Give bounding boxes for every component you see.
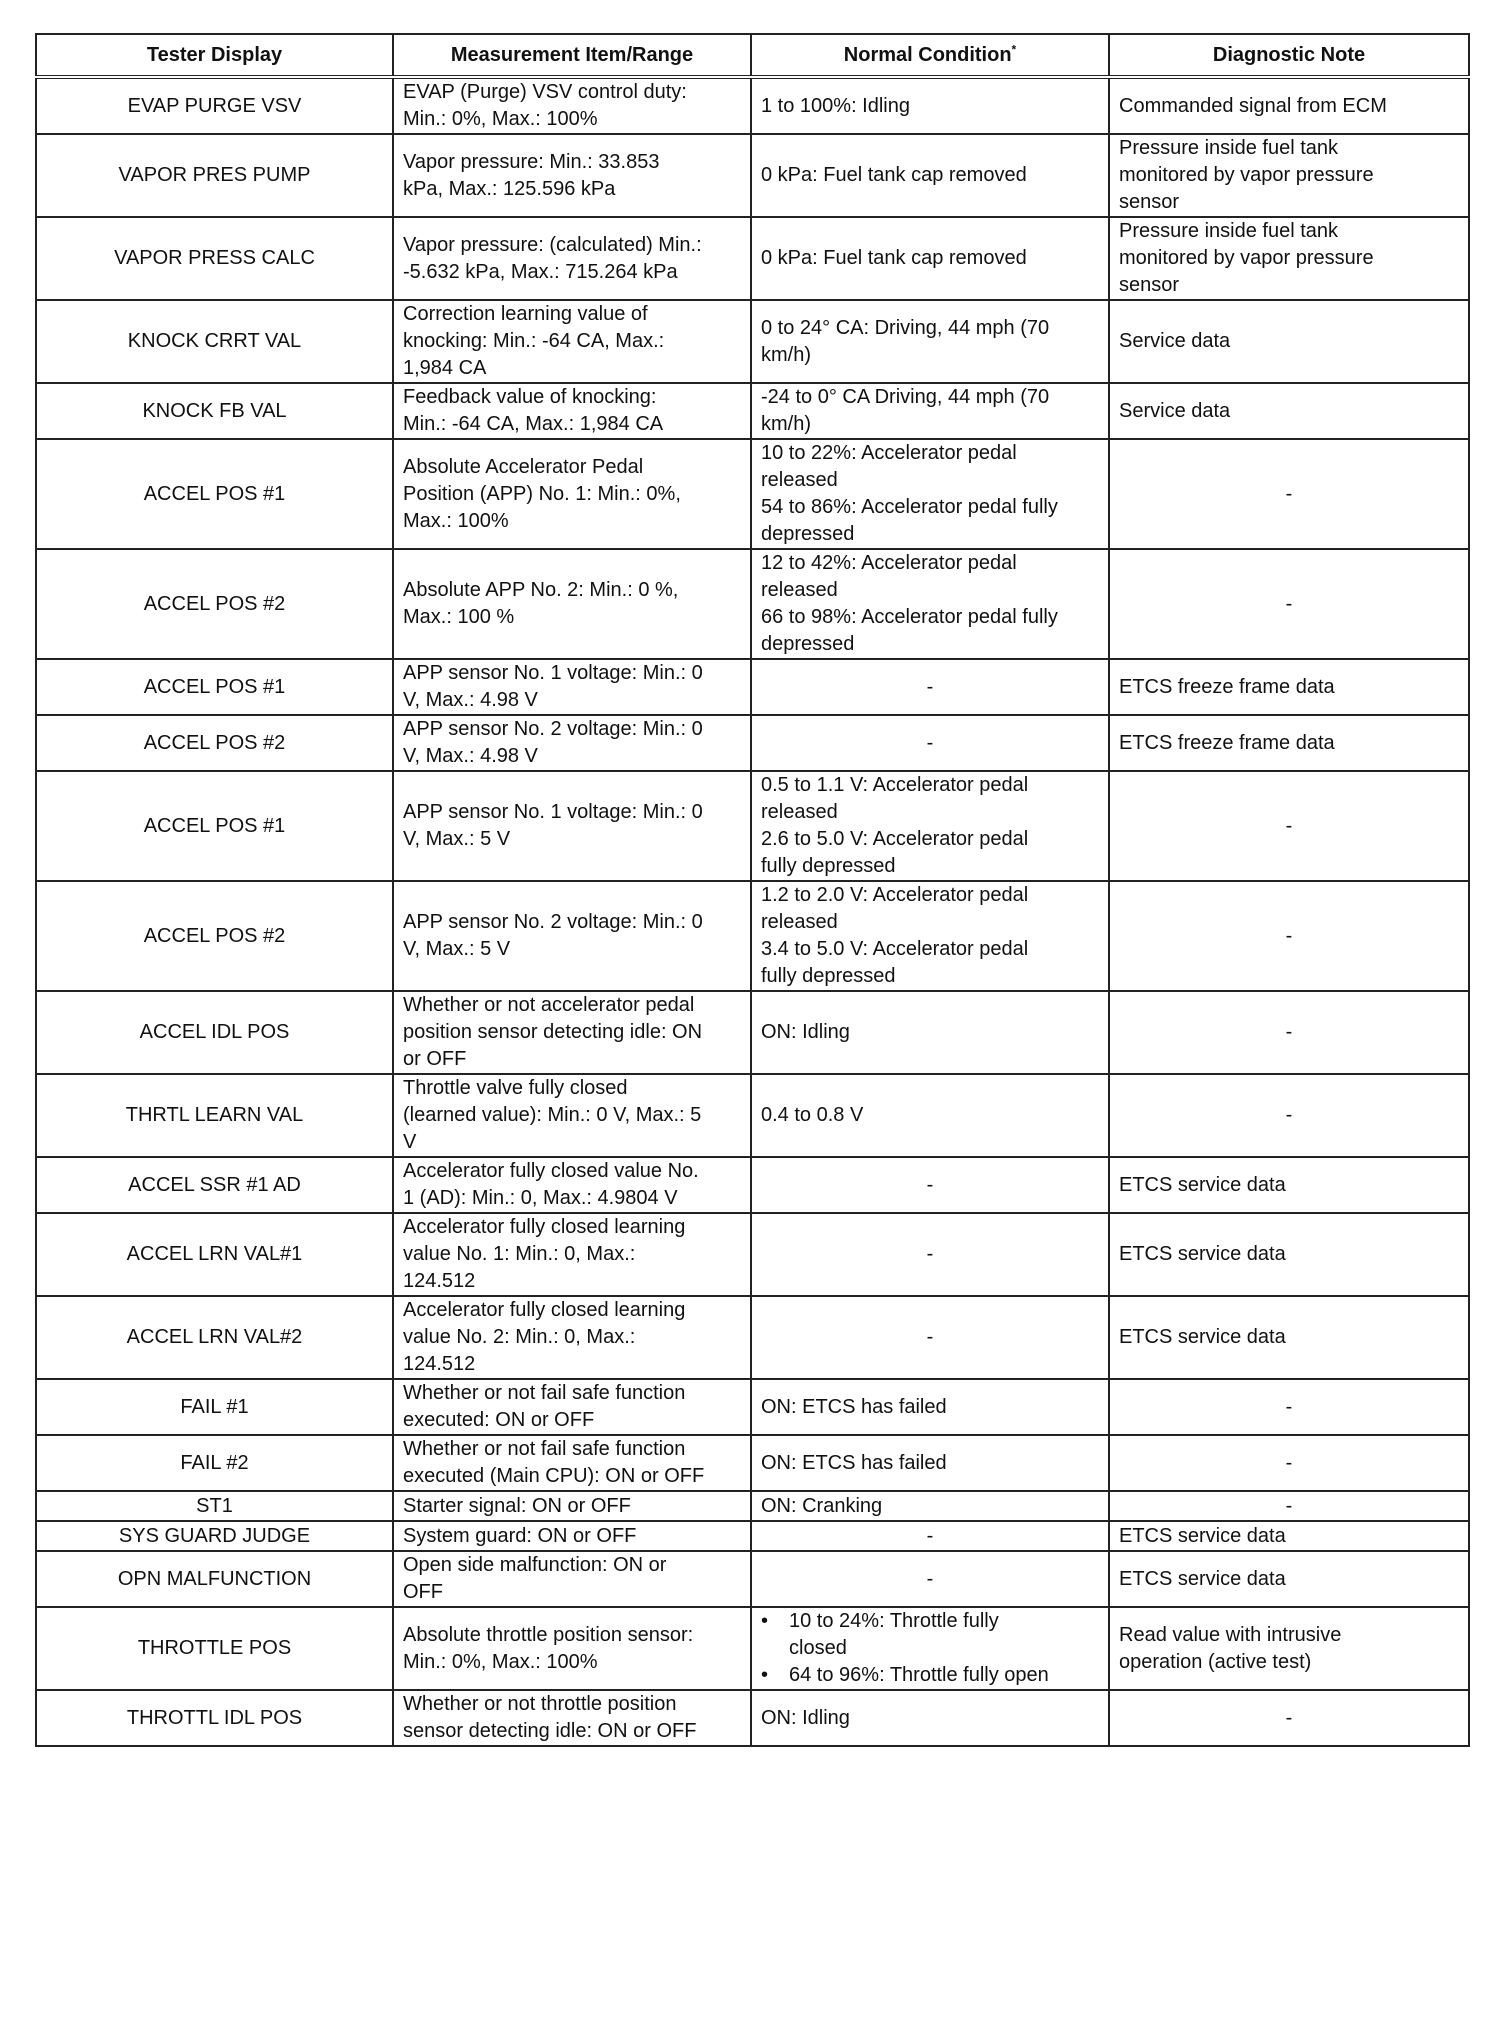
cell-text-line: V, Max.: 5 V: [403, 828, 511, 850]
cell-text-line: Whether or not fail safe function: [403, 1382, 686, 1404]
footnote-mark: *: [1011, 41, 1017, 56]
cell-tester-display: EVAP PURGE VSV: [36, 77, 393, 134]
cell-text-line: ON: Idling: [761, 1706, 850, 1729]
cell-text-line: Pressure inside fuel tank: [1119, 137, 1339, 159]
cell-text-line: 12 to 42%: Accelerator pedal: [761, 552, 1017, 574]
cell-measurement-item: [393, 1607, 751, 1690]
table-row: [36, 1296, 1469, 1379]
cell-text-line: Absolute throttle position sensor:: [403, 1623, 694, 1646]
cell-tester-display: FAIL #2: [36, 1435, 393, 1491]
table-row: [36, 1607, 1469, 1690]
cell-diagnostic-note: [1109, 1551, 1469, 1607]
bullet-item: [789, 1662, 1099, 1689]
cell-text-line: Max.: 100%: [403, 509, 509, 532]
cell-text-line: released: [761, 801, 838, 823]
cell-measurement-item: [393, 1074, 751, 1157]
cell-diagnostic-note: [1109, 1157, 1469, 1213]
cell-text-line: km/h): [761, 413, 811, 435]
cell-text-line: -: [1285, 1451, 1293, 1474]
cell-diagnostic-note: [1109, 1491, 1469, 1521]
cell-text-line: 124.512: [403, 1270, 476, 1292]
cell-normal-condition: [751, 771, 1109, 881]
cell-text-line: Accelerator fully closed value No.: [403, 1160, 699, 1182]
cell-measurement-item: [393, 77, 751, 134]
cell-normal-condition: [751, 1551, 1109, 1607]
cell-tester-display: KNOCK CRRT VAL: [36, 300, 393, 383]
cell-text-line: -: [1285, 1706, 1293, 1729]
cell-text-line: System guard: ON or OFF: [403, 1524, 637, 1547]
header-normal-condition-label: Normal Condition: [843, 43, 1012, 66]
cell-text-line: sensor: [1119, 274, 1180, 296]
cell-diagnostic-note: [1109, 715, 1469, 771]
cell-diagnostic-note: [1109, 300, 1469, 383]
cell-text-line: operation (active test): [1119, 1650, 1312, 1673]
cell-diagnostic-note: [1109, 1607, 1469, 1690]
cell-text-line: 0 to 24° CA: Driving, 44 mph (70: [761, 316, 1050, 339]
data-list-table: [35, 33, 1470, 1747]
cell-text-line: executed (Main CPU): ON or OFF: [403, 1465, 705, 1487]
cell-normal-condition: [751, 1296, 1109, 1379]
cell-text-line: -5.632 kPa, Max.: 715.264 kPa: [403, 260, 678, 283]
cell-text-line: V, Max.: 5 V: [403, 938, 511, 960]
cell-diagnostic-note: [1109, 1521, 1469, 1551]
cell-text-line: 0 kPa: Fuel tank cap removed: [761, 247, 1027, 269]
cell-diagnostic-note: [1109, 1296, 1469, 1379]
cell-text-line: position sensor detecting idle: ON: [403, 1021, 703, 1043]
cell-text-line: V, Max.: 4.98 V: [403, 745, 538, 767]
cell-normal-condition: [751, 1521, 1109, 1551]
cell-tester-display: ACCEL IDL POS: [36, 991, 393, 1074]
cell-text-line: depressed: [761, 523, 855, 545]
cell-measurement-item: [393, 1521, 751, 1551]
cell-text-line: -: [1285, 1021, 1293, 1043]
cell-text-line: Starter signal: ON or OFF: [403, 1494, 631, 1517]
cell-normal-condition: [751, 217, 1109, 300]
table-row: [36, 1491, 1469, 1521]
cell-text-line: 124.512: [403, 1353, 476, 1375]
cell-text-line: -: [1285, 924, 1293, 947]
cell-text-line: -: [926, 1173, 934, 1196]
cell-tester-display: THROTTL IDL POS: [36, 1690, 393, 1746]
cell-tester-display: ACCEL POS #2: [36, 715, 393, 771]
cell-normal-condition: [751, 1379, 1109, 1435]
cell-text-line: fully depressed: [761, 965, 896, 987]
cell-text-line: released: [761, 579, 838, 601]
cell-text-line: ETCS freeze frame data: [1119, 731, 1335, 754]
cell-text-line: • 10 to 24%: Throttle fully: [789, 1610, 999, 1632]
header-tester-display: Tester Display: [36, 34, 393, 77]
cell-tester-display: ACCEL SSR #1 AD: [36, 1157, 393, 1213]
table-row: [36, 1551, 1469, 1607]
cell-measurement-item: [393, 715, 751, 771]
header-measurement-item: Measurement Item/Range: [393, 34, 751, 77]
cell-text-line: ON: ETCS has failed: [761, 1395, 947, 1418]
cell-text-line: (learned value): Min.: 0 V, Max.: 5: [403, 1104, 702, 1126]
table-row: [36, 77, 1469, 134]
cell-text-line: 2.6 to 5.0 V: Accelerator pedal: [761, 828, 1029, 850]
table-row: [36, 659, 1469, 715]
table-row: [36, 1213, 1469, 1296]
cell-text-line: or OFF: [403, 1048, 467, 1070]
cell-measurement-item: [393, 991, 751, 1074]
cell-text-line: Commanded signal from ECM: [1119, 94, 1387, 117]
cell-text-line: 3.4 to 5.0 V: Accelerator pedal: [761, 938, 1029, 960]
cell-text-line: ETCS service data: [1119, 1567, 1286, 1590]
cell-text-line: 10 to 22%: Accelerator pedal: [761, 442, 1017, 464]
cell-text-line: 66 to 98%: Accelerator pedal fully: [761, 606, 1058, 628]
cell-text-line: monitored by vapor pressure: [1119, 164, 1374, 186]
table-row: [36, 549, 1469, 659]
cell-diagnostic-note: [1109, 439, 1469, 549]
cell-measurement-item: [393, 1157, 751, 1213]
cell-tester-display: ACCEL POS #2: [36, 549, 393, 659]
cell-text-line: Whether or not accelerator pedal: [403, 994, 695, 1016]
cell-measurement-item: [393, 881, 751, 991]
cell-text-line: -: [1285, 814, 1293, 837]
cell-text-line: knocking: Min.: -64 CA, Max.:: [403, 330, 665, 352]
cell-text-line: Feedback value of knocking:: [403, 386, 657, 408]
cell-text-line: released: [761, 469, 838, 491]
cell-tester-display: OPN MALFUNCTION: [36, 1551, 393, 1607]
table-row: [36, 1074, 1469, 1157]
cell-text-line: executed: ON or OFF: [403, 1409, 595, 1431]
cell-text-line: Vapor pressure: (calculated) Min.:: [403, 233, 702, 256]
cell-diagnostic-note: [1109, 77, 1469, 134]
bullet-item: [789, 1608, 1099, 1662]
cell-measurement-item: [393, 1690, 751, 1746]
cell-text-line: depressed: [761, 633, 855, 655]
cell-text-line: kPa, Max.: 125.596 kPa: [403, 177, 616, 200]
table-row: [36, 1690, 1469, 1746]
document-page: [35, 33, 1468, 1747]
cell-measurement-item: [393, 217, 751, 300]
cell-text-line: km/h): [761, 343, 811, 366]
cell-text-line: ETCS service data: [1119, 1524, 1286, 1547]
cell-text-line: • 64 to 96%: Throttle fully open: [789, 1664, 1049, 1686]
cell-measurement-item: [393, 1296, 751, 1379]
cell-normal-condition: [751, 659, 1109, 715]
table-row: [36, 1379, 1469, 1435]
cell-measurement-item: [393, 659, 751, 715]
cell-normal-condition: [751, 991, 1109, 1074]
cell-text-line: Min.: 0%, Max.: 100%: [403, 108, 598, 130]
cell-text-line: Absolute Accelerator Pedal: [403, 455, 644, 478]
table-row: [36, 1521, 1469, 1551]
cell-text-line: Pressure inside fuel tank: [1119, 220, 1339, 242]
cell-diagnostic-note: [1109, 881, 1469, 991]
cell-measurement-item: [393, 383, 751, 439]
table-body: [36, 77, 1469, 1746]
cell-normal-condition: [751, 549, 1109, 659]
cell-text-line: 0.4 to 0.8 V: [761, 1104, 864, 1126]
cell-normal-condition: [751, 1213, 1109, 1296]
cell-diagnostic-note: [1109, 659, 1469, 715]
cell-text-line: 1,984 CA: [403, 357, 487, 379]
table-row: [36, 439, 1469, 549]
cell-text-line: Throttle valve fully closed: [403, 1077, 628, 1099]
table-row: [36, 1157, 1469, 1213]
cell-text-line: Correction learning value of: [403, 303, 648, 325]
cell-diagnostic-note: [1109, 1379, 1469, 1435]
cell-normal-condition: [751, 1074, 1109, 1157]
cell-text-line: sensor detecting idle: ON or OFF: [403, 1720, 697, 1742]
cell-normal-condition: [751, 715, 1109, 771]
cell-text-line: Min.: 0%, Max.: 100%: [403, 1650, 598, 1673]
cell-tester-display: THRTL LEARN VAL: [36, 1074, 393, 1157]
cell-measurement-item: [393, 1213, 751, 1296]
cell-text-line: -: [926, 1326, 934, 1348]
cell-text-line: Accelerator fully closed learning: [403, 1216, 686, 1238]
cell-normal-condition: [751, 300, 1109, 383]
bullet-list: [761, 1608, 1099, 1689]
cell-diagnostic-note: [1109, 1690, 1469, 1746]
cell-text-line: -: [1285, 1395, 1293, 1418]
cell-text-line: -: [926, 1567, 934, 1590]
cell-tester-display: ACCEL POS #2: [36, 881, 393, 991]
cell-text-line: 0 kPa: Fuel tank cap removed: [761, 164, 1027, 186]
table-row: [36, 1435, 1469, 1491]
cell-text-line: APP sensor No. 1 voltage: Min.: 0: [403, 662, 703, 684]
table-row: [36, 383, 1469, 439]
cell-text-line: -: [926, 675, 934, 698]
cell-text-line: Whether or not throttle position: [403, 1693, 677, 1715]
cell-text-line: Position (APP) No. 1: Min.: 0%,: [403, 482, 681, 505]
cell-diagnostic-note: [1109, 1435, 1469, 1491]
cell-tester-display: VAPOR PRESS CALC: [36, 217, 393, 300]
cell-tester-display: ACCEL POS #1: [36, 659, 393, 715]
cell-text-line: released: [761, 911, 838, 933]
cell-text-line: ETCS freeze frame data: [1119, 675, 1335, 698]
cell-tester-display: THROTTLE POS: [36, 1607, 393, 1690]
cell-text-line: V, Max.: 4.98 V: [403, 689, 538, 711]
cell-measurement-item: [393, 300, 751, 383]
cell-text-line: Accelerator fully closed learning: [403, 1299, 686, 1321]
cell-tester-display: ACCEL LRN VAL#1: [36, 1213, 393, 1296]
cell-text-line: 54 to 86%: Accelerator pedal fully: [761, 496, 1058, 518]
cell-text-line: -: [1285, 1104, 1293, 1126]
cell-text-line: monitored by vapor pressure: [1119, 247, 1374, 269]
table-row: [36, 217, 1469, 300]
cell-tester-display: SYS GUARD JUDGE: [36, 1521, 393, 1551]
cell-normal-condition: [751, 1491, 1109, 1521]
cell-tester-display: ACCEL POS #1: [36, 439, 393, 549]
cell-tester-display: KNOCK FB VAL: [36, 383, 393, 439]
table-row: [36, 300, 1469, 383]
cell-normal-condition: [751, 134, 1109, 217]
cell-text-line: APP sensor No. 2 voltage: Min.: 0: [403, 718, 703, 740]
cell-text-line: sensor: [1119, 191, 1180, 213]
cell-normal-condition: [751, 881, 1109, 991]
cell-text-line: -: [926, 1524, 934, 1547]
cell-normal-condition: [751, 439, 1109, 549]
cell-tester-display: ST1: [36, 1491, 393, 1521]
table-header-row: [36, 34, 1469, 77]
table-row: [36, 881, 1469, 991]
cell-normal-condition: [751, 383, 1109, 439]
cell-text-line: 1.2 to 2.0 V: Accelerator pedal: [761, 884, 1029, 906]
cell-text-line: -: [1285, 482, 1293, 505]
cell-diagnostic-note: [1109, 134, 1469, 217]
cell-text-line: ON: Idling: [761, 1021, 850, 1043]
cell-text-line: Absolute APP No. 2: Min.: 0 %,: [403, 579, 679, 601]
cell-measurement-item: [393, 1379, 751, 1435]
cell-measurement-item: [393, 134, 751, 217]
cell-text-line: -: [926, 1243, 934, 1265]
header-diagnostic-note: Diagnostic Note: [1109, 34, 1469, 77]
table-row: [36, 715, 1469, 771]
cell-normal-condition: [751, 1435, 1109, 1491]
cell-text-line: APP sensor No. 2 voltage: Min.: 0: [403, 911, 703, 933]
cell-text-line: -: [1285, 1494, 1293, 1517]
cell-normal-condition: [751, 1157, 1109, 1213]
cell-text-line: Service data: [1119, 330, 1231, 352]
cell-text-line: Vapor pressure: Min.: 33.853: [403, 150, 660, 173]
cell-text-line: ETCS service data: [1119, 1173, 1286, 1196]
cell-text-line: Whether or not fail safe function: [403, 1438, 686, 1460]
cell-text-line: Open side malfunction: ON or: [403, 1554, 667, 1576]
cell-normal-condition: [751, 1690, 1109, 1746]
table-row: [36, 771, 1469, 881]
cell-text-line: 0.5 to 1.1 V: Accelerator pedal: [761, 774, 1029, 796]
cell-tester-display: FAIL #1: [36, 1379, 393, 1435]
cell-measurement-item: [393, 439, 751, 549]
cell-text-line: Min.: -64 CA, Max.: 1,984 CA: [403, 413, 664, 435]
cell-measurement-item: [393, 771, 751, 881]
cell-normal-condition: [751, 77, 1109, 134]
cell-measurement-item: [393, 549, 751, 659]
cell-text-line: -24 to 0° CA Driving, 44 mph (70: [761, 386, 1050, 408]
cell-diagnostic-note: [1109, 1074, 1469, 1157]
cell-text-line: ETCS service data: [1119, 1326, 1286, 1348]
cell-text-line: Max.: 100 %: [403, 606, 515, 628]
cell-text-line: OFF: [403, 1581, 443, 1603]
cell-diagnostic-note: [1109, 549, 1469, 659]
header-normal-condition: [751, 34, 1109, 77]
cell-text-line: value No. 2: Min.: 0, Max.:: [403, 1326, 636, 1348]
cell-text-line: fully depressed: [761, 855, 896, 877]
cell-text-line: -: [1285, 592, 1293, 615]
cell-text-line: 1 to 100%: Idling: [761, 94, 910, 117]
cell-text-line: APP sensor No. 1 voltage: Min.: 0: [403, 801, 703, 823]
table-row: [36, 134, 1469, 217]
cell-text-line: -: [926, 731, 934, 754]
cell-tester-display: ACCEL LRN VAL#2: [36, 1296, 393, 1379]
cell-text-line: Read value with intrusive: [1119, 1623, 1342, 1646]
cell-measurement-item: [393, 1551, 751, 1607]
cell-diagnostic-note: [1109, 991, 1469, 1074]
cell-text-line: closed: [789, 1637, 847, 1659]
table-row: [36, 991, 1469, 1074]
cell-diagnostic-note: [1109, 771, 1469, 881]
cell-text-line: value No. 1: Min.: 0, Max.:: [403, 1243, 636, 1265]
cell-text-line: ETCS service data: [1119, 1243, 1286, 1265]
cell-diagnostic-note: [1109, 383, 1469, 439]
cell-text-line: ON: Cranking: [761, 1494, 883, 1517]
cell-diagnostic-note: [1109, 1213, 1469, 1296]
cell-measurement-item: [393, 1435, 751, 1491]
cell-text-line: EVAP (Purge) VSV control duty:: [403, 81, 687, 103]
cell-text-line: 1 (AD): Min.: 0, Max.: 4.9804 V: [403, 1187, 678, 1209]
cell-measurement-item: [393, 1491, 751, 1521]
cell-text-line: V: [403, 1131, 417, 1153]
cell-tester-display: ACCEL POS #1: [36, 771, 393, 881]
cell-text-line: Service data: [1119, 399, 1231, 422]
cell-diagnostic-note: [1109, 217, 1469, 300]
cell-text-line: ON: ETCS has failed: [761, 1451, 947, 1474]
cell-tester-display: VAPOR PRES PUMP: [36, 134, 393, 217]
cell-normal-condition: [751, 1607, 1109, 1690]
